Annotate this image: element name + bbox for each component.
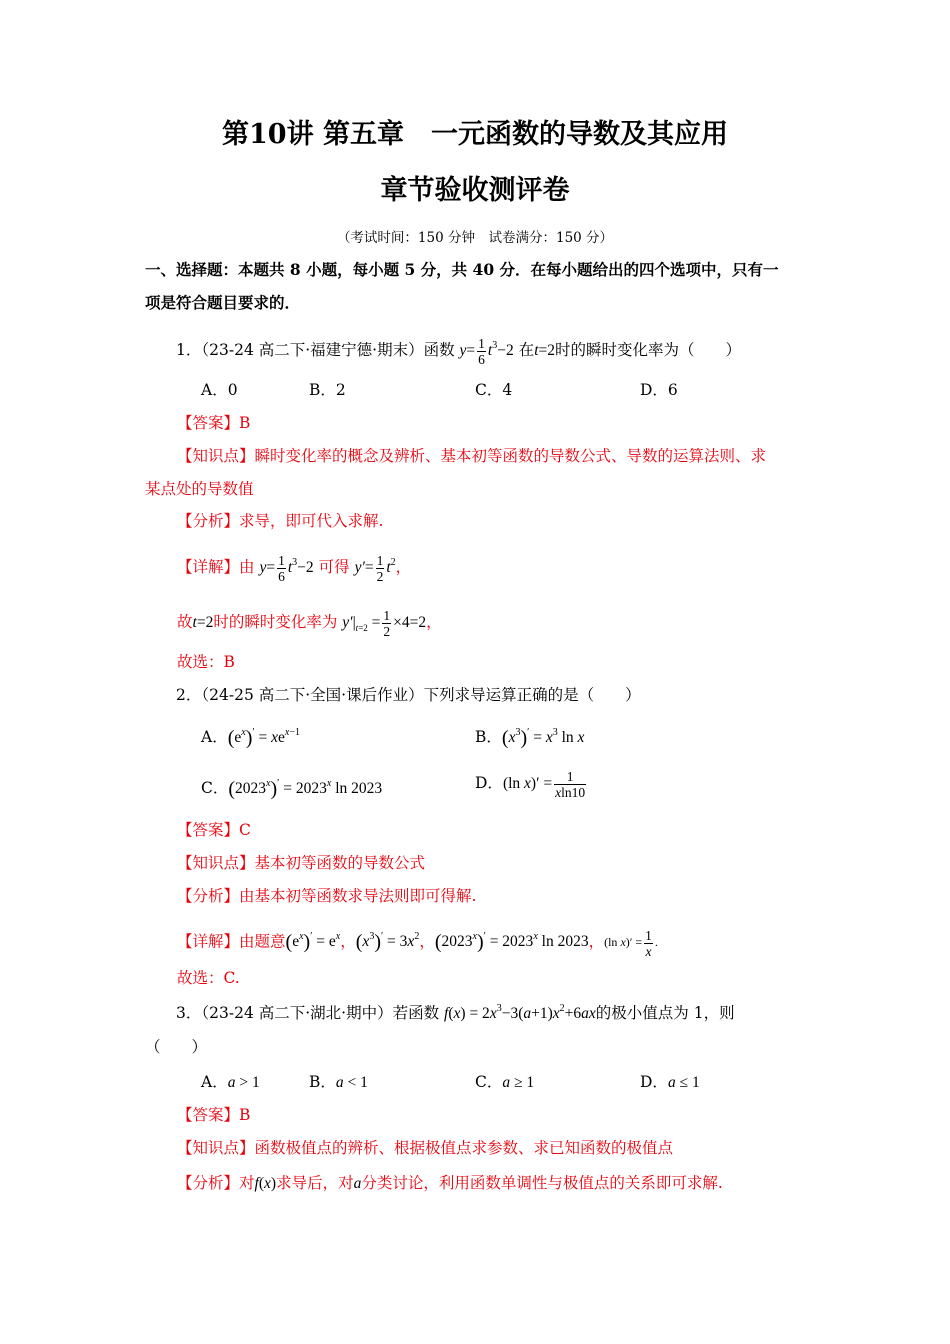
q3-option-a: A．a > 1 [201, 1073, 260, 1091]
q1-conclusion: 故选：B [177, 653, 235, 671]
q2-option-b: B．$(x^3)' = x^3$ ln x [475, 727, 585, 749]
q1-option-a: A．0 [201, 381, 238, 399]
q1-stem-mid: 在 [518, 341, 535, 360]
q1-function-formula: y= $\frac{1}{6}$ $t^3-2$ [459, 336, 514, 367]
section-intro-line1: 一、选择题：本题共 8 小题，每小题 5 分，共 40 分．在每小题给出的四个选项中，只有一 [145, 260, 779, 279]
q1-detail-line1: 【详解】由 y= $\frac{1}{6}$ $t^3-2$ 可得 y′= $\frac{1}{2}$ $t^2$， [177, 553, 412, 584]
q1-option-c: C．4 [475, 381, 513, 399]
q1-t-value: t=2 [534, 342, 555, 360]
q3-knowledge-points: 【知识点】函数极值点的辨析、根据极值点求参数、求已知函数的极值点 [177, 1139, 674, 1157]
page-title: 第10讲 第五章 一元函数的导数及其应用 [222, 119, 728, 150]
q3-paren: （ ） [145, 1038, 208, 1056]
page-subtitle: 章节验收测评卷 [380, 175, 570, 206]
q1-detail-line2: 故t=2时的瞬时变化率为 $y'|_{t=2}$ = $\frac{1}{2}$ ×4=2， [177, 608, 442, 639]
exam-info: （考试时间：150 分钟 试卷满分：150 分） [336, 230, 614, 246]
q1-option-b: B．2 [309, 381, 346, 399]
q2-option-d: D．(ln x)′ = $\frac{1}{xln10}$ [475, 769, 586, 800]
q1-detail-formula-3: $y'|_{t=2}$ = $\frac{1}{2}$ ×4=2 [342, 608, 427, 639]
q2-answer: 【答案】C [177, 821, 251, 839]
q1-analysis: 【分析】求导，即可代入求解. [177, 512, 384, 530]
q2-analysis: 【分析】由基本初等函数求导法则即可得解. [177, 887, 477, 905]
question-3-stem: 3．（23-24 高二下·湖北·期中）若函数 $f(x) = 2x^3-3(a+1)x^2+6ax$的极小值点为 1，则 [176, 1003, 735, 1022]
q2-detail: 【详解】由题意$(e^x)' = e^x$，$(x^3)' = 3x^2$，$(2023^x)' = 2023^x$ ln 2023，(ln x)′ = $\frac{1}{x}$ . [177, 928, 658, 959]
q1-option-d: D．6 [640, 381, 678, 399]
q2-conclusion: 故选：C. [177, 969, 240, 987]
q3-analysis: 【分析】对f(x)求导后，对a分类讨论，利用函数单调性与极值点的关系即可求解. [177, 1174, 723, 1192]
q1-knowledge-points-line1: 【知识点】瞬时变化率的概念及辨析、基本初等函数的导数公式、导数的运算法则、求 [177, 447, 767, 465]
q2-option-c: C．$(2023^x)' = 2023^x$ ln 2023 [201, 778, 383, 800]
q1-source: （23-24 高二下·福建宁德·期末）函数 [201, 341, 455, 360]
q1-detail-formula-2: y′= $\frac{1}{2}$ $t^2$ [354, 553, 396, 584]
q1-stem-end: 时的瞬时变化率为（ ） [555, 341, 742, 360]
q3-option-d: D．a ≤ 1 [640, 1073, 700, 1091]
section-intro-line2: 项是符合题目要求的． [145, 293, 301, 312]
q3-option-b: B．a < 1 [309, 1073, 368, 1091]
q3-function-formula: $f(x) = 2x^3-3(a+1)x^2+6ax$ [444, 1003, 596, 1022]
q1-knowledge-points-line2: 某点处的导数值 [145, 480, 254, 498]
q2-knowledge-points: 【知识点】基本初等函数的导数公式 [177, 854, 426, 872]
question-2-stem: 2．（24-25 高二下·全国·课后作业）下列求导运算正确的是（ ） [176, 686, 641, 704]
q3-option-c: C．a ≥ 1 [475, 1073, 535, 1091]
q1-answer: 【答案】B [177, 414, 251, 432]
q3-answer: 【答案】B [177, 1106, 251, 1124]
q2-option-a: A．$(e^x)' = xe^{x-1}$ [201, 727, 300, 749]
q1-number: 1． [176, 341, 202, 360]
question-1-stem [176, 336, 741, 367]
q1-detail-formula-1: y= $\frac{1}{6}$ $t^3-2$ [259, 553, 314, 584]
